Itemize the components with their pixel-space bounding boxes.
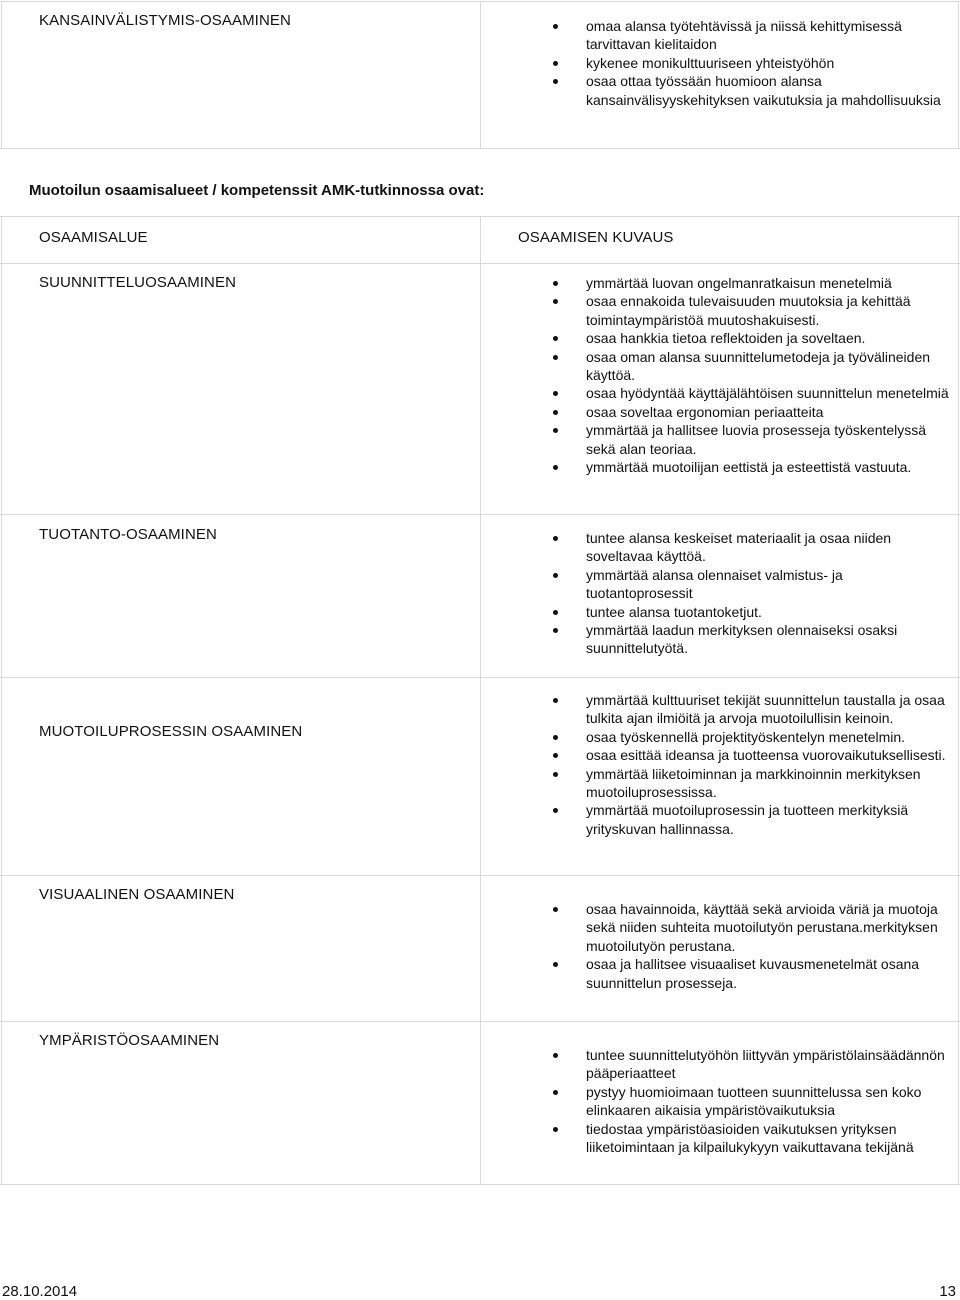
- row-list-muotoiluprosessi: [532, 691, 952, 838]
- list-item: tuntee alansa tuotantoketjut.: [532, 603, 952, 621]
- list-item: osaa oman alansa suunnittelumetodeja ja työvälineiden käyttöä.: [532, 348, 952, 385]
- table-border: [0, 148, 960, 149]
- list-item: ymmärtää muotoilijan eettistä ja esteettistä vastuuta.: [532, 458, 952, 476]
- list-item: tuntee suunnittelutyöhön liittyvän ympäristölainsäädännön pääperiaatteet: [532, 1046, 952, 1083]
- list-item: osaa ottaa työssään huomioon alansa kansainvälisyyskehityksen vaikutuksia ja mahdollisuuksia: [532, 72, 952, 109]
- table-border-mid: [480, 1, 481, 148]
- list-item: ymmärtää liiketoiminnan ja markkinoinnin merkityksen muotoiluprosessissa.: [532, 765, 952, 802]
- row-label-visuaalinen: VISUAALINEN OSAAMINEN: [39, 886, 235, 903]
- intl-list: [532, 17, 952, 109]
- list-item: pystyy huomioimaan tuotteen suunnittelussa sen koko elinkaaren aikaisia ympäristövaikutuksia: [532, 1083, 952, 1120]
- list-item: osaa havainnoida, käyttää sekä arvioida väriä ja muotoja sekä niiden suhteita muotoilutyön perustana.merkityksen muotoilutyön perustana.: [532, 900, 952, 955]
- table-border-left: [1, 1, 2, 148]
- list-item: tiedostaa ympäristöasioiden vaikutuksen yrityksen liiketoimintaan ja kilpailukykyyn vaikuttavana tekijänä: [532, 1120, 952, 1157]
- footer-date: 28.10.2014: [2, 1283, 78, 1300]
- row-list-ymparisto: [532, 1046, 952, 1156]
- row-label-suunnittelu: SUUNNITTELUOSAAMINEN: [39, 274, 237, 291]
- list-item: osaa ennakoida tulevaisuuden muutoksia ja kehittää toimintaympäristöä muutoshakuisesti.: [532, 292, 952, 329]
- list-item: osaa työskennellä projektityöskentelyn menetelmin.: [532, 728, 952, 746]
- table-border-left: [1, 216, 2, 1184]
- list-item: tuntee alansa keskeiset materiaalit ja osaa niiden soveltavaa käyttöä.: [532, 529, 952, 566]
- col-header-area: OSAAMISALUE: [39, 229, 148, 246]
- table-border-right: [958, 216, 959, 1184]
- row-label-tuotanto: TUOTANTO-OSAAMINEN: [39, 526, 217, 543]
- intl-label: KANSAINVÄLISTYMIS-OSAAMINEN: [39, 12, 291, 29]
- row-label-muotoiluprosessi: MUOTOILUPROSESSIN OSAAMINEN: [39, 723, 303, 740]
- section-heading: Muotoilun osaamisalueet / kompetenssit AMK-tutkinnossa ovat:: [29, 182, 485, 199]
- list-item: omaa alansa työtehtävissä ja niissä kehittymisessä tarvittavan kielitaidon: [532, 17, 952, 54]
- row-list-tuotanto: [532, 529, 952, 658]
- list-item: ymmärtää muotoiluprosessin ja tuotteen merkityksiä yrityskuvan hallinnassa.: [532, 801, 952, 838]
- row-list-suunnittelu: [532, 274, 952, 476]
- list-item: ymmärtää ja hallitsee luovia prosesseja työskentelyssä sekä alan teoriaa.: [532, 421, 952, 458]
- table-border-bottom: [0, 1184, 960, 1185]
- list-item: ymmärtää kulttuuriset tekijät suunnittelun taustalla ja osaa tulkita ajan ilmiöitä ja arvoja muotoilullisin keinoin.: [532, 691, 952, 728]
- list-item: osaa hankkia tietoa reflektoiden ja soveltaen.: [532, 329, 952, 347]
- col-header-description: OSAAMISEN KUVAUS: [518, 229, 674, 246]
- page-number: 13: [939, 1283, 956, 1300]
- row-label-ymparisto: YMPÄRISTÖOSAAMINEN: [39, 1032, 220, 1049]
- list-item: ymmärtää luovan ongelmanratkaisun menetelmiä: [532, 274, 952, 292]
- list-item: osaa ja hallitsee visuaaliset kuvausmenetelmät osana suunnittelun prosesseja.: [532, 955, 952, 992]
- row-list-visuaalinen: [532, 900, 952, 992]
- list-item: osaa esittää ideansa ja tuotteensa vuorovaikutuksellisesti.: [532, 746, 952, 764]
- list-item: osaa soveltaa ergonomian periaatteita: [532, 403, 952, 421]
- table-border-right: [958, 1, 959, 148]
- list-item: ymmärtää laadun merkityksen olennaiseksi osaksi suunnittelutyötä.: [532, 621, 952, 658]
- list-item: osaa hyödyntää käyttäjälähtöisen suunnittelun menetelmiä: [532, 384, 952, 402]
- list-item: kykenee monikulttuuriseen yhteistyöhön: [532, 54, 952, 72]
- list-item: ymmärtää alansa olennaiset valmistus- ja tuotantoprosessit: [532, 566, 952, 603]
- table-border-mid: [480, 216, 481, 1184]
